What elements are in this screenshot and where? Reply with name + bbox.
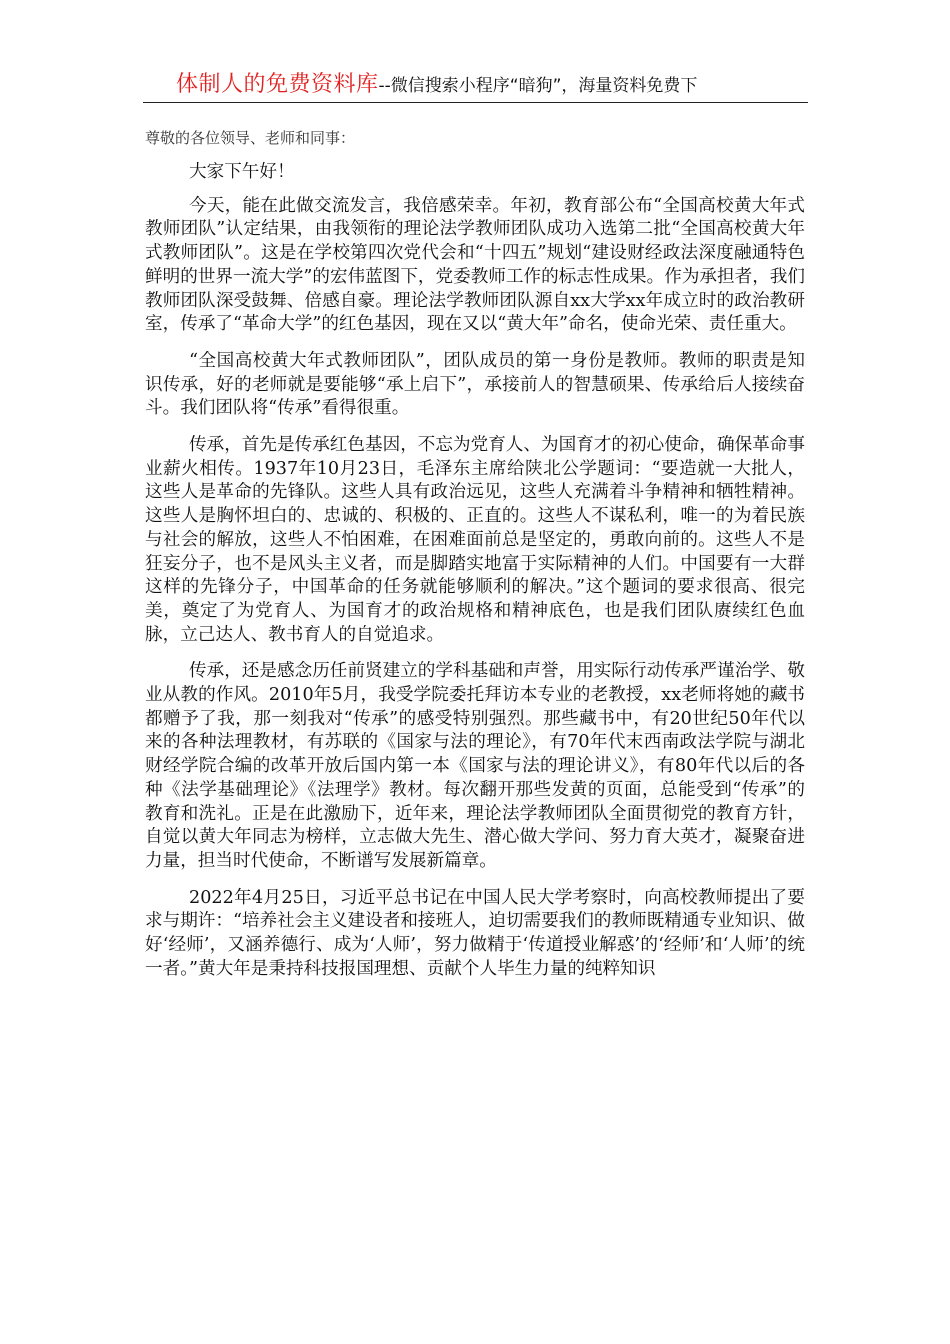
paragraph-requirements: 2022年4月25日，习近平总书记在中国人民大学考察时，向高校教师提出了要求与期许：“培养社会主义建设者和接班人，迫切需要我们的教师既精通专业知识、做好‘经师’，又涵养德行、成为‘人师’，努力做精于‘传道授业解惑’的‘经师’和‘人师’的统一者。”黄大年是秉持科技报国理想、贡献个人毕生力量的纯粹知识 xyxy=(145,887,805,979)
page-header xyxy=(143,70,808,103)
paragraph-academic-heritage: 传承，还是感念历任前贤建立的学科基础和声誉，用实际行动传承严谨治学、敬业从教的作风。2010年5月，我受学院委托拜访本专业的老教授，xx老师将她的藏书都赠予了我，那一刻我对“传承”的感受特别强烈。那些藏书中，有20世纪50年代以来的各种法理教材，有苏联的《国家与法的理论》，有70年代末西南政法学院与湖北财经学院合编的改革开放后国内第一本《国家与法的理论讲义》，有80年代以后的各种《法学基础理论》《法理学》教材。每次翻开那些发黄的页面，总能受到“传承”的教育和洗礼。正是在此激励下，近年来，理论法学教师团队全面贯彻党的教育方针，自觉以黄大年同志为榜样，立志做大先生、潜心做大学问、努力育大英才，凝聚奋进力量，担当时代使命，不断谱写发展新篇章。 xyxy=(145,661,805,871)
paragraph-team-identity: “全国高校黄大年式教师团队”，团队成员的第一身份是教师。教师的职责是知识传承，好的老师就是要能够“承上启下”，承接前人的智慧硕果、传承给后人接续奋斗。我们团队将“传承”看得很重。 xyxy=(145,350,805,419)
paragraph-greeting: 大家下午好！ xyxy=(189,162,295,182)
paragraph-intro: 今天，能在此做交流发言，我倍感荣幸。年初，教育部公布“全国高校黄大年式教师团队”认定结果，由我领衔的理论法学教师团队成功入选第二批“全国高校黄大年式教师团队”。这是在学校第四次党代会和“十四五”规划“建设财经政法深度融通特色鲜明的世界一流大学”的宏伟蓝图下，党委教师工作的标志性成果。作为承担者，我们教师团队深受鼓舞、倍感自豪。理论法学教师团队源自xx大学xx年成立时的政治教研室，传承了“革命大学”的红色基因，现在又以“黄大年”命名，使命光荣、责任重大。 xyxy=(145,195,805,335)
header-brand: 体制人的免费资料库 xyxy=(176,72,379,97)
salutation: 尊敬的各位领导、老师和同事： xyxy=(145,129,356,147)
header-tagline: --微信搜索小程序“暗狗”，海量资料免费下 xyxy=(378,76,698,96)
paragraph-red-gene: 传承，首先是传承红色基因，不忘为党育人、为国育才的初心使命，确保革命事业薪火相传。1937年10月23日，毛泽东主席给陕北公学题词：“要造就一大批人，这些人是革命的先锋队。这些人具有政治远见，这些人充满着斗争精神和牺牲精神。这些人是胸怀坦白的、忠诚的、积极的、正直的。这些人不谋私利，唯一的为着民族与社会的解放，这些人不怕困难，在困难面前总是坚定的，勇敢向前的。这些人不是狂妄分子，也不是风头主义者，而是脚踏实地富于实际精神的人们。中国要有一大群这样的先锋分子，中国革命的任务就能够顺利的解决。”这个题词的要求很高、很完美，奠定了为党育人、为国育才的政治规格和精神底色，也是我们团队赓续红色血脉，立己达人、教书育人的自觉追求。 xyxy=(145,435,805,645)
document-body xyxy=(145,118,805,995)
